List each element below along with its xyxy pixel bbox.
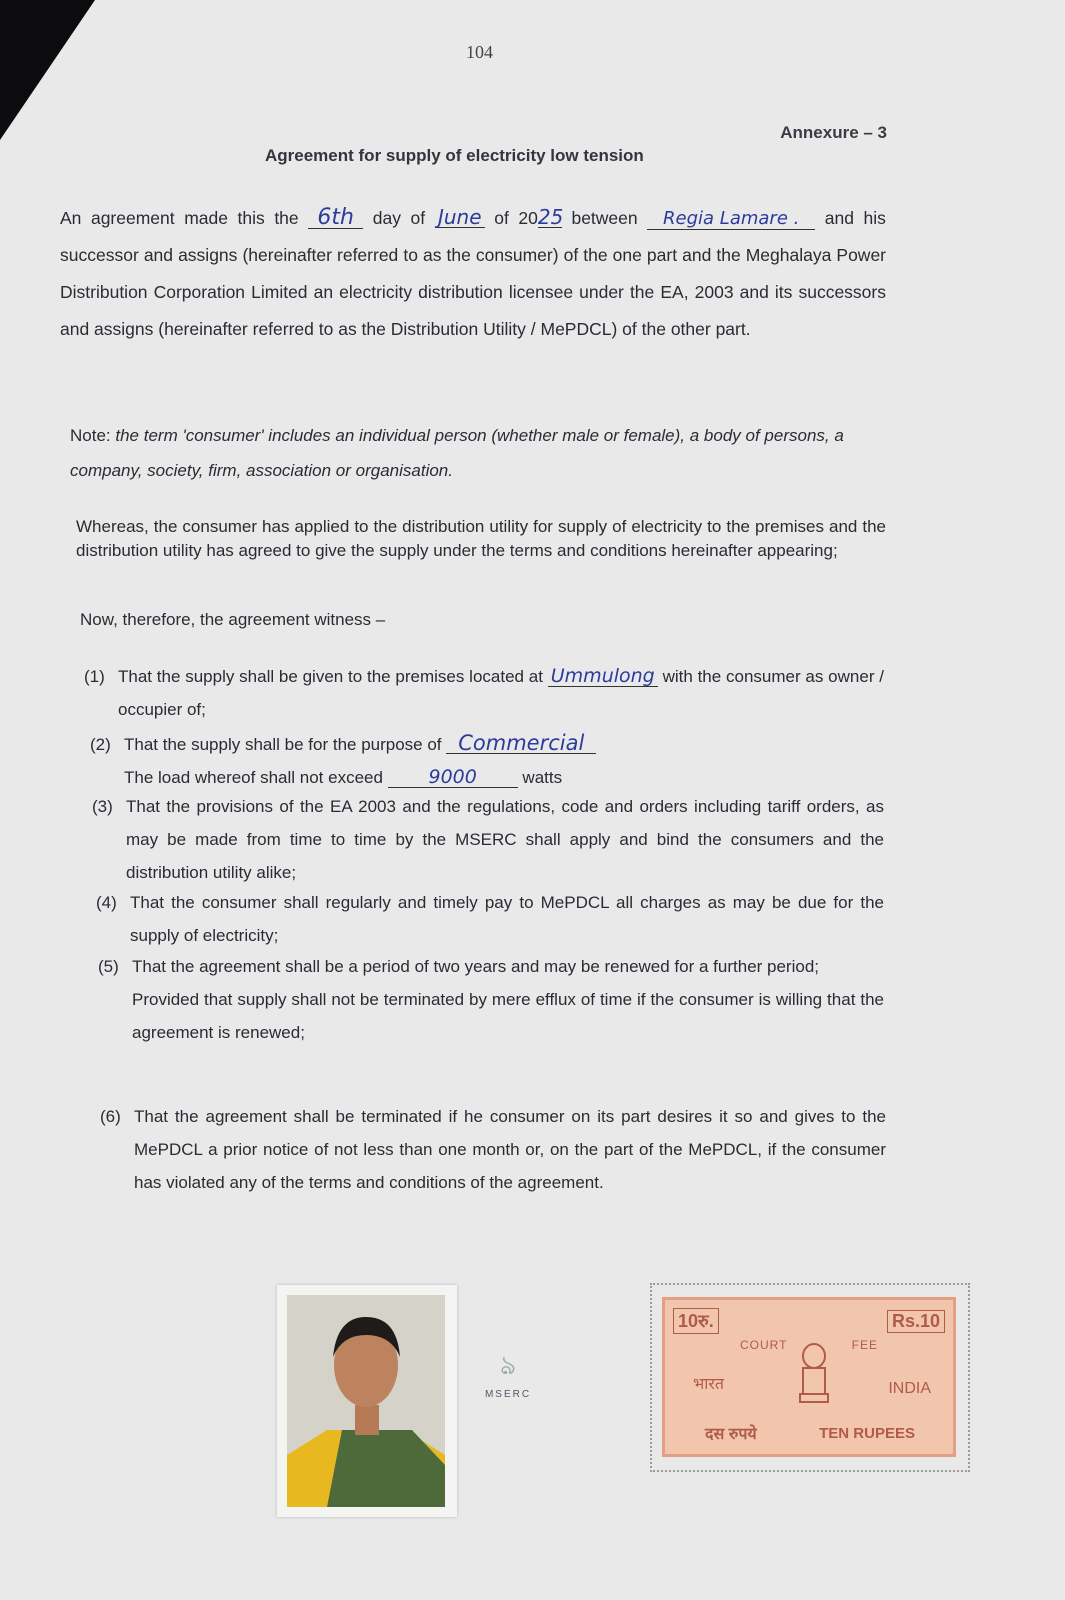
mserc-logo: [478, 1345, 538, 1400]
consumer-photo: [287, 1295, 445, 1507]
clause-4: [96, 886, 884, 952]
clause-2-unit: watts: [522, 768, 563, 787]
note-label: Note:: [70, 426, 111, 445]
clause-2: [90, 728, 884, 794]
dark-corner: [0, 0, 95, 140]
clause-5-text: That the agreement shall be a period of two years and may be renewed for a further period;: [132, 957, 820, 976]
note-text: the term 'consumer' includes an individual person (whether male or female), a body of persons, a company, society, firm, association or organisation.: [70, 426, 844, 480]
now-therefore-line: Now, therefore, the agreement witness –: [80, 610, 386, 629]
clause-6-text: That the agreement shall be terminated if he consumer on its part desires it so and gives to the MePDCL a prior notice of not less than one month or, on the part of the MePDCL, if the consumer has violated any of the terms and conditions of the agreement.: [134, 1107, 886, 1192]
intro-text-3: of 20: [494, 208, 538, 228]
intro-paragraph: [60, 200, 886, 348]
stamp-fee-text: FEE: [851, 1338, 878, 1352]
clause-3-text: That the provisions of the EA 2003 and the regulations, code and orders including tariff orders, as may be made from time to time by the MSERC shall apply and bind the consumers and the distribution utility alike;: [126, 797, 884, 882]
clause-5: [98, 950, 884, 1049]
stamp-india-text: INDIA: [888, 1380, 931, 1397]
stamp-bharat-text: भारत: [693, 1376, 725, 1393]
consumer-name-field: Regia Lamare .: [647, 209, 815, 230]
consumer-photo-frame: [277, 1285, 457, 1517]
intro-text-2: day of: [372, 208, 426, 228]
page-number: 104: [466, 42, 493, 62]
intro-text-1: An agreement made this the: [60, 208, 299, 228]
day-field: 6th: [308, 208, 363, 229]
stamp-value-hindi-short: 10रु.: [673, 1308, 719, 1334]
intro-text-5: and his successor and assigns (hereinafter referred to as the consumer) of the one part and the Meghalaya Power Distribution Corporation Limited an electricity distribution licensee under the EA, 2003 and its successors and assigns (hereinafter referred to as the Distribution Utility / MePDCL) of the other part.: [60, 208, 886, 339]
lion-capital-emblem-icon: [797, 1342, 831, 1412]
clause-1-text: That the supply shall be given to the premises located at: [118, 667, 543, 686]
clause-1-text-end: with the consumer as owner / occupier of;: [118, 667, 884, 719]
court-fee-stamp: [662, 1297, 956, 1457]
court-fee-stamp-frame: [650, 1283, 970, 1472]
load-field: 9000: [388, 767, 518, 788]
clause-1: [84, 660, 884, 726]
purpose-field: Commercial: [446, 733, 596, 754]
year-field: 25: [537, 205, 564, 229]
month-field: June: [435, 207, 485, 228]
location-field: Ummulong: [548, 666, 658, 687]
person-silhouette-icon: [287, 1295, 445, 1507]
clause-number: (1): [84, 667, 105, 686]
annexure-label: Annexure – 3: [780, 123, 887, 142]
clause-3: [92, 790, 884, 889]
whereas-paragraph: Whereas, the consumer has applied to the distribution utility for supply of electricity to the premises and the distribution utility has agreed to give the supply under the terms and conditions hereinafter appearing;: [76, 517, 886, 560]
clause-4-text: That the consumer shall regularly and timely pay to MePDCL all charges as may be due for the supply of electricity;: [130, 893, 884, 945]
clause-2-text: That the supply shall be for the purpose of: [124, 735, 442, 754]
stamp-court-text: COURT: [740, 1338, 788, 1352]
mserc-emblem-icon: ঌ: [500, 1350, 516, 1380]
stamp-value-english-short: Rs.10: [887, 1310, 945, 1333]
clause-2-load-text: The load whereof shall not exceed: [124, 768, 383, 787]
clause-number: (2): [90, 735, 111, 754]
document-title: Agreement for supply of electricity low tension: [265, 146, 644, 165]
clause-5-proviso: Provided that supply shall not be terminated by mere efflux of time if the consumer is willing that the agreement is renewed;: [132, 990, 884, 1042]
clause-number: (5): [98, 957, 119, 976]
stamp-value-hindi: दस रुपये: [705, 1426, 757, 1443]
stamp-value-english: TEN RUPEES: [819, 1425, 915, 1442]
clause-number: (4): [96, 893, 117, 912]
clause-number: (6): [100, 1107, 121, 1126]
clause-number: (3): [92, 797, 113, 816]
clause-6: [100, 1100, 886, 1199]
note-paragraph: [70, 418, 886, 488]
mserc-logo-text: MSERC: [484, 1389, 532, 1400]
intro-text-4: between: [571, 208, 638, 228]
